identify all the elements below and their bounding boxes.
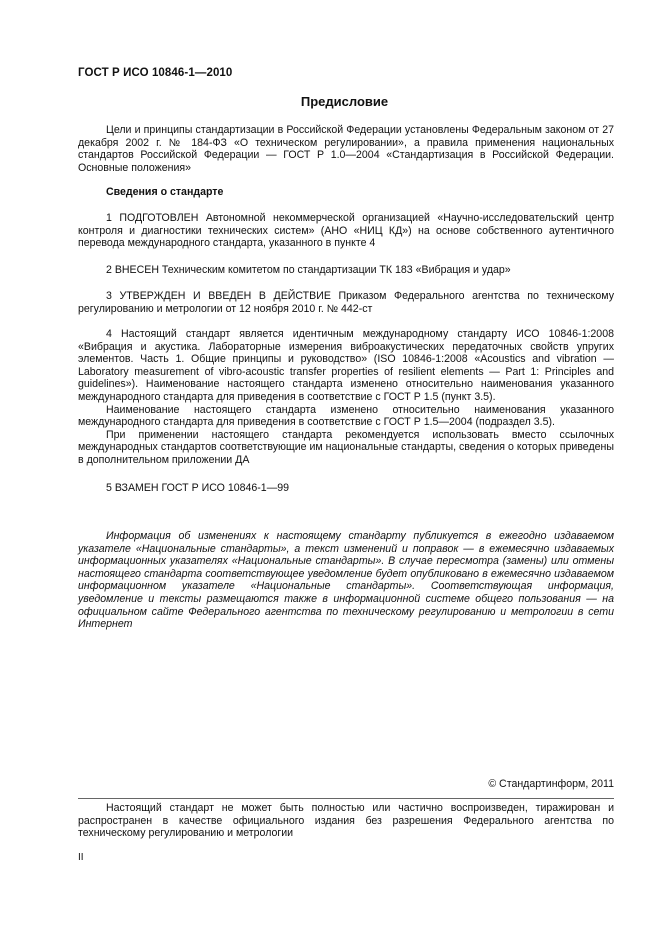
divider <box>78 798 614 799</box>
rights-text: Настоящий стандарт не может быть полностью или частично воспроизведен, тиражирован и распространен в качестве официального издания без разрешения Федерального агентства по техническому регулированию и метрологии <box>78 802 614 840</box>
item-3: 3 УТВЕРЖДЕН И ВВЕДЕН В ДЕЙСТВИЕ Приказом Федерального агентства по техническому регулированию и метрологии от 12 ноября 2010 г. № 442-ст <box>78 290 614 315</box>
intro-paragraph: Цели и принципы стандартизации в Российской Федерации установлены Федеральным законом от 27 декабря 2002 г. № 184-ФЗ «О техническом регулировании», а правила применения национальных стандартов Российской Федерации — ГОСТ Р 1.0—2004 «Стандартизация в Российской Федерации. Основные положения» <box>78 124 614 174</box>
item-5: 5 ВЗАМЕН ГОСТ Р ИСО 10846-1—99 <box>106 482 290 494</box>
page-number: II <box>78 852 84 863</box>
item-4-paragraph: 4 Настоящий стандарт является идентичным международному стандарту ИСО 10846-1:2008 «Вибрация и акустика. Лабораторные измерения виброакустических передаточных свойств упругих элементов. Часть 1. Общие принципы и руководство» (ISO 10846-1:2008 «Acoustics and vibration — Laboratory measurement of vibro-acoustic transfer properties of resilient elements — Part 1: Principles and guidelines»). Наименование настоящего стандарта изменено относительно наименования указанного международного стандарта для приведения в соответствие с ГОСТ Р 1.5 (пункт 3.5). <box>78 328 614 403</box>
intro-text <box>78 124 614 174</box>
document-header: ГОСТ Р ИСО 10846-1—2010 <box>78 67 233 79</box>
copyright: © Стандартинформ, 2011 <box>488 778 614 790</box>
item-4-note-name: Наименование настоящего стандарта изменено относительно наименования указанного международного стандарта для приведения в соответствие с ГОСТ Р 1.5—2004 (подраздел 3.5). <box>78 403 614 429</box>
page-title: Предисловие <box>300 94 389 109</box>
item-2: 2 ВНЕСЕН Техническим комитетом по стандартизации ТК 183 «Вибрация и удар» <box>106 264 511 276</box>
item-4-note-refs: При применении настоящего стандарта рекомендуется использовать вместо ссылочных международных стандартов соответствующие им национальные стандарты, сведения о которых приведены в дополнительном приложении ДА <box>78 428 614 466</box>
section-subtitle: Сведения о стандарте <box>106 186 224 198</box>
change-notice: Информация об изменениях к настоящему стандарту публикуется в ежегодно издаваемом указателе «Национальные стандарты», а текст изменений и поправок — в ежемесячно издаваемых информационных указателях «Национальные стандарты». В случае пересмотра (замены) или отмены настоящего стандарта соответствующее уведомление будет опубликовано в ежемесячно издаваемом информационном указателе «Национальные стандарты». Соответствующая информация, уведомление и тексты размещаются также в информационной системе общего пользования — на официальном сайте Федерального агентства по техническому регулированию и метрологии в сети Интернет <box>78 530 614 631</box>
item-1: 1 ПОДГОТОВЛЕН Автономной некоммерческой организацией «Научно-исследовательский центр контроля и диагностики технических систем» (АНО «НИЦ КД») на основе собственного аутентичного перевода международного стандарта, указанного в пункте 4 <box>78 212 614 250</box>
item-4 <box>78 328 614 467</box>
